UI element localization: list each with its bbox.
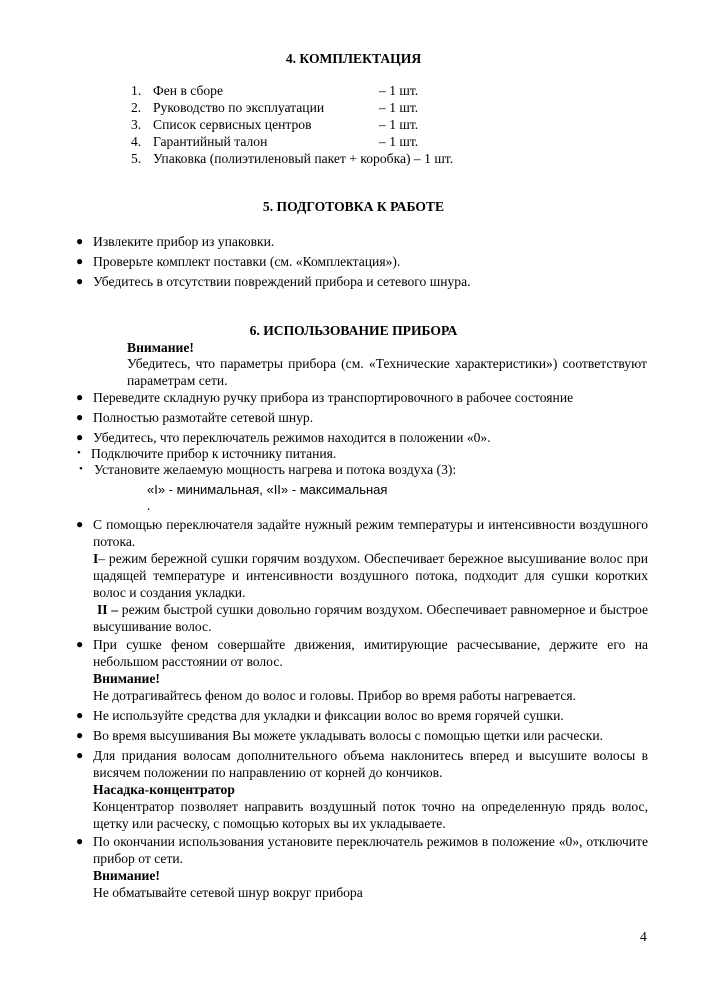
list-item: 5. Упаковка (полиэтиленовый пакет + коробка) – 1 шт. xyxy=(131,151,454,166)
power-levels: «I» - минимальная, «II» - максимальная xyxy=(147,482,388,497)
bullet-icon: ● xyxy=(76,728,84,742)
list-item: Установите желаемую мощность нагрева и потока воздуха (3): xyxy=(94,462,457,477)
list-item: Переведите складную ручку прибора из транспортировочного в рабочее состояние xyxy=(93,390,574,405)
list-item: 3. Список сервисных центров xyxy=(131,117,312,132)
bullet-icon: • xyxy=(77,447,81,459)
attention-title: Внимание! xyxy=(93,671,160,686)
list-item: 4. Гарантийный талон xyxy=(131,134,268,149)
attention-title: Внимание! xyxy=(93,868,160,883)
nozzle-text: Концентратор позволяет направить воздушный поток точно на определенную прядь волос, щетку или расческу, с помощью которых вы их укладываете. xyxy=(93,799,648,831)
list-item: Убедитесь в отсутствии повреждений прибора и сетевого шнура. xyxy=(93,274,471,289)
attention-text: Не дотрагивайтесь феном до волос и головы. Прибор во время работы нагревается. xyxy=(93,688,577,703)
list-item-qty: – 1 шт. xyxy=(379,83,419,98)
list-item: 2. Руководство по эксплуатации xyxy=(131,100,325,115)
list-item: По окончании использования установите переключатель режимов в положение «0», отключите прибор от сети. xyxy=(93,834,648,866)
list-item: Для придания волосам дополнительного объема наклонитесь вперед и высушите волосы в висячем положении по направлению от корней до кончиков. xyxy=(93,748,648,780)
attention-text: Убедитесь, что параметры прибора (см. «Технические характеристики») соответствуют параметрам сети. xyxy=(127,356,647,388)
mode-1-description: I– режим бережной сушки горячим воздухом. Обеспечивает бережное высушивание волос при щадящей температуре и интенсивности воздушного потока, подходит для сушки коротких волос и создания укладки. xyxy=(93,551,648,600)
attention-text: Не обматывайте сетевой шнур вокруг прибора xyxy=(93,885,363,900)
nozzle-title: Насадка-концентратор xyxy=(93,782,235,797)
page-number: 4 xyxy=(640,929,647,944)
list-item-qty: – 1 шт. xyxy=(379,117,419,132)
stray-dot: . xyxy=(147,498,151,513)
bullet-icon: ● xyxy=(76,390,84,404)
list-item: С помощью переключателя задайте нужный режим температуры и интенсивности воздушного потока. xyxy=(93,517,648,549)
bullet-icon: ● xyxy=(76,708,84,722)
bullet-icon: ● xyxy=(76,637,84,651)
section-5-heading: 5. ПОДГОТОВКА К РАБОТЕ xyxy=(262,199,445,214)
bullet-icon: ● xyxy=(76,234,84,248)
list-item: Извлеките прибор из упаковки. xyxy=(93,234,275,249)
list-item-qty: – 1 шт. xyxy=(379,134,419,149)
bullet-icon: ● xyxy=(76,410,84,424)
bullet-icon: ● xyxy=(76,517,84,531)
list-item-qty: – 1 шт. xyxy=(379,100,419,115)
bullet-icon: ● xyxy=(76,430,84,444)
list-item: Во время высушивания Вы можете укладывать волосы с помощью щетки или расчески. xyxy=(93,728,604,743)
list-item: Не используйте средства для укладки и фиксации волос во время горячей сушки. xyxy=(93,708,564,723)
bullet-icon: ● xyxy=(76,748,84,762)
list-item: Полностью размотайте сетевой шнур. xyxy=(93,410,314,425)
list-item: Проверьте комплект поставки (см. «Комплектация»). xyxy=(93,254,401,269)
bullet-icon: • xyxy=(79,463,83,475)
list-item: Подключите прибор к источнику питания. xyxy=(91,446,337,461)
attention-title: Внимание! xyxy=(127,340,194,355)
section-4-heading: 4. КОМПЛЕКТАЦИЯ xyxy=(285,51,422,66)
bullet-icon: ● xyxy=(76,834,84,848)
bullet-icon: ● xyxy=(76,274,84,288)
list-item: При сушке феном совершайте движения, имитирующие расчесывание, держите его на небольшом расстоянии от волос. xyxy=(93,637,648,669)
list-item: Убедитесь, что переключатель режимов находится в положении «0». xyxy=(93,430,491,445)
section-6-heading: 6. ИСПОЛЬЗОВАНИЕ ПРИБОРА xyxy=(249,323,458,338)
list-item: 1. Фен в сборе xyxy=(131,83,224,98)
mode-2-description: II – режим быстрой сушки довольно горячим воздухом. Обеспечивает равномерное и быстрое высушивание волос. xyxy=(93,602,648,634)
bullet-icon: ● xyxy=(76,254,84,268)
